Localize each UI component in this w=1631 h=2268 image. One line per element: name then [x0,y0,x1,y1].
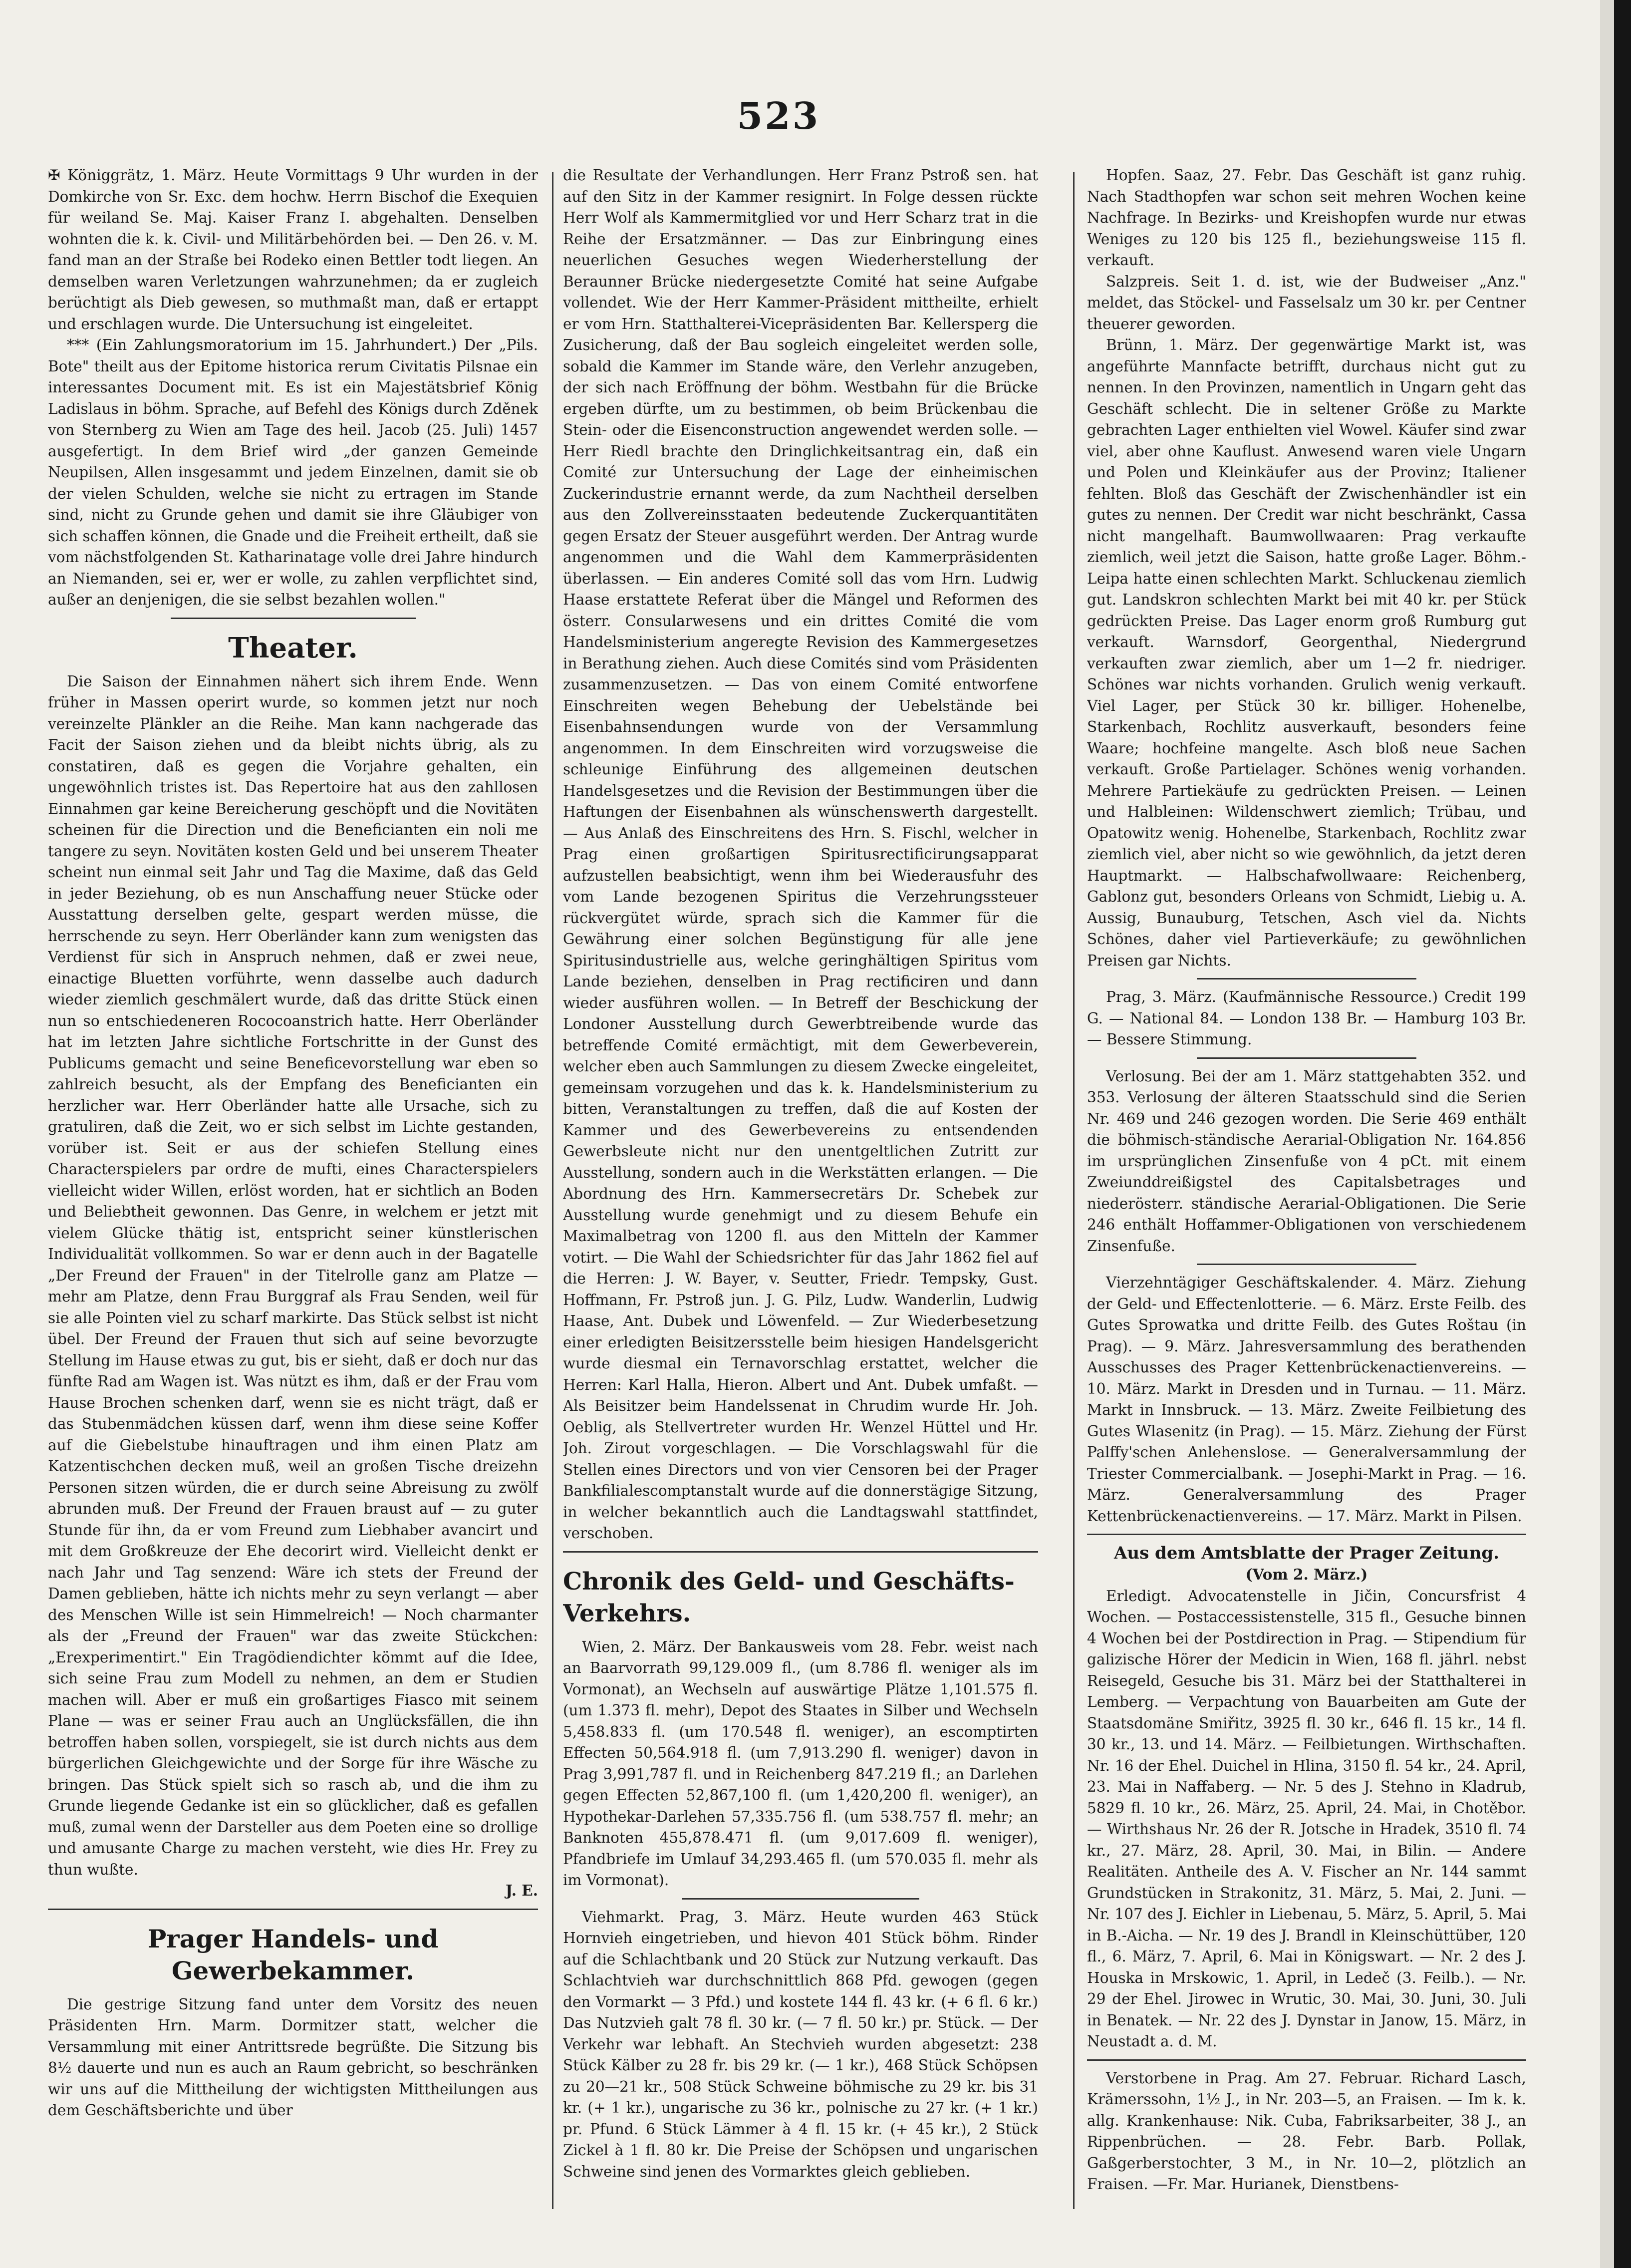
section-heading-chronik: Chronik des Geld- und Geschäfts-Verkehrs. [563,1567,1015,1627]
divider [171,618,416,619]
column-right [1087,165,1526,2208]
article-geschaeftskalender: Vierzehntägiger Geschäftskalender. 4. März. Ziehung der Geld- und Effectenlotterie. — 6. März. Erste Feilb. des Gutes Sprowatka und dritte Feilb. des Gutes Roštau (in Prag). — 9. März. Jahresversammlung des berathenden Ausschusses des Prager Kettenbrückenactienvereins. — 10. März. Markt in Dresden und in Turnau. — 11. März. Markt in Innsbruck. — 13. März. Zweite Feilbietung des Gutes Wlasenitz (in Prag). — 15. März. Ziehung der Fürst Palffy'schen Anlehenslose. — Generalversammlung der Triester Commercialbank. — Josephi-Markt in Prag. — 16. März. Generalversammlung des Prager Kettenbrückenactienvereins. — 17. März. Markt in Pilsen. [1087,1274,1526,1525]
article-bankausweis: Wien, 2. März. Der Bankausweis vom 28. Febr. weist nach an Baarvorrath 99,129.009 fl., (um 8.786 fl. weniger als im Vormonat), an Wechseln auf auswärtige Plätze 1,101.575 fl. (um 1.373 fl. mehr), Depot des Staates in Silber und Wechseln 5,458.833 fl. (um 170.548 fl. weniger), an escomptirten Effecten 50,564.918 fl. (um 7,913.290 fl. weniger) davon in Prag 3,991,787 fl. und in Reichenberg 847.219 fl.; an Darlehen gegen Effecten 52,867,100 fl. (um 1,420,200 fl. weniger), an Hypothekar-Darlehen 57,335.756 fl. (um 538.757 fl. mehr; an Banknoten 455,878.471 fl. (um 9,017.609 fl. weniger), Pfandbriefe im Umlauf 34,293.465 fl. (um 570.035 fl. mehr als im Vormonat). [563,1638,1038,1889]
section-heading-amtsblatt: Aus dem Amtsblatte der Prager Zeitung. [1113,1543,1500,1563]
divider [1197,1264,1416,1265]
divider [1087,2059,1526,2061]
article-hopfen: Hopfen. Saaz, 27. Febr. Das Geschäft ist ganz ruhig. Nach Stadthopfen war schon seit mehren Wochen keine Nachfrage. In Bezirks- und Kreishopfen wurde nur etwas Weniges zu 120 bis 125 fl., beziehungsweise 115 fl. verkauft. [1087,167,1526,269]
page-number: 523 [737,95,820,138]
section-heading-theater: Theater. [228,631,358,664]
article-koeniggraetz: ✠ Königgrätz, 1. März. Heute Vormittags 9 Uhr wurden in der Domkirche von Sr. Exc. dem hochw. Herrn Bischof die Exequien für weiland Se. Maj. Kaiser Franz I. abgehalten. Denselben wohnten die k. k. Civil- und Militärbehörden bei. — Den 26. v. M. fand man an der Straße bei Rodeko einen Bettler todt liegen. An demselben waren Verletzungen wahrzunehmen; da er zugleich berüchtigt als Dieb gewesen, so muthmaßt man, daß er ertappt und erschlagen wurde. Die Untersuchung ist eingeleitet. [48,167,538,332]
column-left [48,165,538,2208]
article-signature: J. E. [506,1882,538,1899]
article-theater: Die Saison der Einnahmen nähert sich ihrem Ende. Wenn früher in Massen operirt wurde, so kommen jetzt nur noch vereinzelte Plänkler an die Reihe. Man kann nachgerade das Facit der Saison ziehen und da bleibt nichts übrig, als zu constatiren, daß es gegen die Vorjahre gehalten, ein ungewöhnlich tristes ist. Das Repertoire hat aus den zahllosen Einnahmen gar keine Bereicherung geschöpft und die Novitäten scheinen für die Direction und die Beneficianten ein noli me tangere zu seyn. Novitäten kosten Geld und bei unserem Theater scheint nun einmal seit Jahr und Tag die Maxime, daß das Geld in jeder Beziehung, ob es nun Anschaffung neuer Stücke oder Ausstattung derselben gelte, gespart werden müsse, die herrschende zu seyn. Herr Oberländer kann zum wenigsten das Verdienst für sich in Anspruch nehmen, daß er zwei neue, einactige Bluetten vorführte, wenn dasselbe auch dadurch wieder ziemlich geschmälert wurde, daß das dritte Stück einen nun so entschiedeneren Rococoanstrich hatte. Herr Oberländer hat im letzten Jahre sichtliche Fortschritte in der Gunst des Publicums gemacht und seine Beneficevorstellung war eben so zahlreich besucht, als der Empfang des Beneficianten ein herzlicher war. Herr Oberländer hatte alle Ursache, sich zu gratuliren, daß die Zeit, wo er sich selbst im Lichte gestanden, vorüber ist. Seit er aus der schiefen Stellung eines Characterspielers par ordre de mufti, eines Characterspielers vielleicht wider Willen, erlöst worden, hat er sichtlich an Boden und Beliebtheit gewonnen. Das Genre, in welchem er jetzt mit vielem Glücke thätig ist, entspricht seiner künstlerischen Individualität vollkommen. So war er denn auch in der Bagatelle „Der Freund der Frauen" in der Titelrolle ganz am Platze — mehr am Platze, denn Frau Burggraf als Frau Senden, weil für sie alle Pointen viel zu scharf markirte. Das Stück selbst ist nicht übel. Der Freund der Frauen thut sich auf seine bevorzugte Stellung im Hause etwas zu gut, bis er sieht, daß er doch nur das fünfte Rad am Wagen ist. Was nützt es ihm, daß er der Frau vom Hause Brochen schenken darf, wenn sie es nicht trägt, daß er das Stubenmädchen küssen darf, wenn ihm diese seine Koffer auf die Giebelstube hinauftragen und ihm einen Platz am Katzentischchen decken muß, weil an großen Tische dreizehn Personen sitzen würden, die er durch seine Abreisung zu zwölf abrunden muß. Der Freund der Frauen braust auf — zu guter Stunde für ihn, da er vom Freund zum Liebhaber avancirt und mit dem Großkreuze der Ehe decorirt wird. Vielleicht denkt er nach Jahr und Tag senzend: Wäre ich stets der Freund der Damen geblieben, hätte ich nichts mehr zu seyn verlangt — aber des Menschen Wille ist sein Himmelreich! — Noch charmanter als der „Freund der Frauen" war das zweite Stückchen: „Erexperimentirt." Ein Tragödiendichter kömmt auf die Idee, sich seine Frau zum Modell zu nehmen, an dem er Studien machen will. Aber er muß ein großartiges Fiasco mit seinem Plane — was er seiner Frau auch an Unglücksfällen, die ihn betroffen haben sollen, vorspiegelt, sie ist durch nichts aus dem bürgerlichen Gleichgewichte und der Sorge für ihre Wäsche zu bringen. Das Stück spielt sich so rasch ab, und die ihm zu Grunde liegende Gedanke ist ein so glücklicher, daß es gefallen muß, zumal wenn der Darsteller aus dem Poeten eine so drollige und amusante Charge zu machen versteht, wie dies Hr. Frey zu thun wußte. [48,672,538,1878]
page-edge-shadow [1600,0,1614,2268]
column-middle [563,165,1038,2208]
divider [1087,1534,1526,1535]
article-salzpreis: Salzpreis. Seit 1. d. ist, wie der Budweiser „Anz." meldet, das Stöckel- und Fasselsalz um 30 kr. per Centner theuerer geworden. [1087,273,1526,332]
divider [1197,978,1416,979]
article-zahlungsmoratorium: *** (Ein Zahlungsmoratorium im 15. Jahrhundert.) Der „Pils. Bote" theilt aus der Epitome historica rerum Civitatis Pilsnae ein interessantes Document mit. Es ist ein Majestätsbrief König Ladislaus in böhm. Sprache, auf Befehl des Königs durch Zděnek von Sternberg zu Wien am Tage des heil. Jacob (25. Juli) 1457 ausgefertigt. In dem Brief wird „der ganzen Gemeinde Neupilsen, Allen insgesammt und jedem Einzelnen, damit sie ob der vielen Schulden, welche sie nicht zu ertragen im Stande sind, nicht zu Grunde gehen und damit sie ihre Gläubiger von sich schaffen können, die Gnade und die Freiheit ertheilt, daß sie vom nächstfolgenden St. Katharinatage volle drei Jahre hindurch an Niemanden, sei er, wer er wolle, zu zahlen verpflichtet sind, außer an denjenigen, die sie selbst bezahlen wollen." [48,336,538,608]
article-verstorbene: Verstorbene in Prag. Am 27. Februar. Richard Lasch, Krämerssohn, 1½ J., in Nr. 203—5, an Fraisen. — Im k. k. allg. Krankenhause: Nik. Cuba, Fabriksarbeiter, 38 J., an Rippenbrüchen. — 28. Febr. Barb. Pollak, Gaßgerberstochter, 3 M., in Nr. 10—2, plötzlich an Fraisen. —Fr. Mar. Hurianek, Dienstbens- [1087,2069,1526,2193]
divider [682,1898,919,1900]
amtsblatt-date: (Vom 2. März.) [1245,1566,1368,1583]
section-heading-handelskammer: Prager Handels- und Gewerbekammer. [147,1924,439,1985]
article-viehmarkt: Viehmarkt. Prag, 3. März. Heute wurden 463 Stück Hornvieh eingetrieben, und hievon 401 Stück böhm. Rinder auf die Schlachtbank und 20 Stück zur Nutzung verkauft. Das Schlachtvieh war durchschnittlich 868 Pfd. gewogen (gegen den Vormarkt — 3 Pfd.) und kostete 144 fl. 43 kr. (+ 6 fl. 6 kr.) Das Nutzvieh galt 78 fl. 30 kr. (— 7 fl. 50 kr.) pr. Stück. — Der Verkehr war lebhaft. An Stechvieh wurden abgesetzt: 238 Stück Kälber zu 28 fr. bis 29 kr. (— 1 kr.), 468 Stück Schöpsen zu 20—21 kr., 508 Stück Schweine böhmische zu 29 kr. bis 31 kr. (+ 1 kr.), ungarische zu 36 kr., polnische zu 27 kr. (+ 1 kr.) pr. Pfund. 6 Stück Lämmer à 4 fl. 15 kr. (+ 45 kr.), 2 Stück Zickel à 1 fl. 80 kr. Die Preise der Schöpsen und ungarischen Schweine sind jenen des Vormarktes gleich geblieben. [563,1908,1038,2180]
divider [48,1909,538,1910]
article-handelskammer-continued: die Resultate der Verhandlungen. Herr Franz Pstroß sen. hat auf den Sitz in der Kammer resignirt. In Folge dessen rückte Herr Wolf als Kammermitglied vor und Herr Scharz trat in die Reihe der Ersatzmänner. — Das zur Einbringung eines neuerlichen Gesuches wegen Wiederherstellung der Beraunner Brücke niedergesetzte Comité hat seine Aufgabe vollendet. Wie der Herr Kammer-Präsident mittheilte, erhielt er vom Hrn. Statthalterei-Vicepräsidenten Bar. Kellersperg die Zusicherung, daß der Bau sogleich eingeleitet werden solle, sobald die Kammer im Stande wäre, den Verlehr anzugeben, der sich nach Eröffnung der böhm. Westbahn für die Brücke ergeben dürfte, um zu bestimmen, ob beim Brückenbau die Stein- oder die Eisenconstruction angewendet werden solle. — Herr Riedl brachte den Dringlichkeitsantrag ein, daß ein Comité zur Untersuchung der Lage der einheimischen Zuckerindustrie ernannt werde, da zum Nachtheil derselben aus den Zollvereinsstaaten bedeutende Zuckerquantitäten gegen Ersatz der Steuer ausgeführt werden. Der Antrag wurde angenommen und die Wahl dem Kammerpräsidenten überlassen. — Ein anderes Comité soll das vom Hrn. Ludwig Haase erstattete Referat über die Mängel und Reformen des österr. Consularwesens und ein drittes Comité die vom Handelsministerium angeregte Revision des Kammergesetzes in Berathung ziehen. Auch diese Comités sind vom Präsidenten zusammenzusetzen. — Das von einem Comité entworfene Einschreiten wegen Behebung der Uebelstände bei Eisenbahnsendungen wurde von der Versammlung angenommen. In dem Einschreiten wird vorzugsweise die schleunige Einführung des allgemeinen deutschen Handelsgesetzes und die Revision der Bestimmungen über die Haftungen der Eisenbahnen als wünschenswerth dargestellt. — Aus Anlaß des Einschreitens des Hrn. S. Fischl, welcher in Prag einen großartigen Spiritusrectificirungsapparat aufzustellen beabsichtigt, wenn ihm bei Wiederausfuhr des vom Lande bezogenen Spiritus die Verzehrungssteuer rückvergütet würde, sprach sich die Kammer für die Gewährung einer solchen Begünstigung für alle jene Spiritusindustrielle aus, welche geringhältigen Spiritus vom Lande beziehen, denselben in Prag rectificiren und dann wieder ausführen wollen. — In Betreff der Beschickung der Londoner Ausstellung durch Gewerbtreibende wurde das betreffende Comité ermächtigt, mit dem Gewerbeverein, welcher eben auch Sammlungen zu diesem Zwecke eingeleitet, gemeinsam vorzugehen und das k. k. Handelsministerium zu bitten, Veranstaltungen zu treffen, daß die auf Kosten der Kammer und des Gewerbevereins zu entsendenden Gewerbsleute nicht nur den unentgeltlichen Zutritt zur Ausstellung, sondern auch in die Werkstätten erlangen. — Die Abordnung des Hrn. Kammersecretärs Dr. Schebek zur Ausstellung wurde genehmigt und zu diesem Behufe ein Maximalbetrag von 1200 fl. aus den Mitteln der Kammer votirt. — Die Wahl der Schiedsrichter für das Jahr 1862 fiel auf die Herren: J. W. Bayer, v. Seutter, Friedr. Tempsky, Gust. Hoffmann, Fr. Pstroß jun. J. G. Pilz, Ludw. Wanderlin, Ludwig Haase, Ant. Dubek und Löwenfeld. — Zur Wiederbesetzung einer erledigten Beisitzersstelle beim hiesigen Handelsgericht wurde diesmal ein Ternavorschlag erstattet, welcher die Herren: Karl Halla, Hieron. Albert und Ant. Dubek umfaßt. — Als Beisitzer beim Handelssenat in Chrudim wurde Hr. Joh. Oeblig, als Stellvertreter wurden Hr. Wenzel Hüttel und Hr. Joh. Zirout vorgeschlagen. — Die Vorschlagswahl für die Stellen eines Directors und von vier Censoren bei der Prager Bankfilialescomptanstalt wurde auf die donnerstägige Sitzung, in welcher bekanntlich auch die Landtagswahl stattfindet, verschoben. [563,167,1038,1542]
article-prag-kurse: Prag, 3. März. (Kaufmännische Ressource.) Credit 199 G. — National 84. — London 138 Br. — Hamburg 103 Br. — Bessere Stimmung. [1087,988,1526,1048]
article-handelskammer: Die gestrige Sitzung fand unter dem Vorsitz des neuen Präsidenten Hrn. Marm. Dormitzer statt, welcher die Versammlung mit einer Antrittsrede begrüßte. Die Sitzung bis 8½ dauerte und nun es auch an Raum gebricht, so beschränken wir uns auf die Mittheilung der wichtigsten Mittheilungen aus dem Geschäftsberichte und über [48,1995,538,2119]
article-amtsblatt: Erledigt. Advocatenstelle in Jičin, Concursfrist 4 Wochen. — Postaccessistenstelle, 315 fl., Gesuche binnen 4 Wochen bei der Postdirection in Prag. — Stipendium für galizische Hörer der Medicin in Wien, 168 fl. jährl. nebst Reisegeld, Gesuche bis 31. März bei der Statthalterei in Lemberg. — Verpachtung von Bauarbeiten am Gute der Staatsdomäne Smiřitz, 3925 fl. 30 kr., 646 fl. 15 kr., 14 fl. 30 kr., 13. und 14. März. — Feilbietungen. Wirthschaften. Nr. 16 der Ehel. Duichel in Hlina, 3150 fl. 54 kr., 24. April, 23. Mai in Naffaberg. — Nr. 5 des J. Stehno in Kladrub, 5829 fl. 10 kr., 26. März, 25. April, 24. Mai, in Chotěbor. — Wirthshaus Nr. 26 der R. Jotsche in Hradek, 3510 fl. 74 kr., 27. März, 28. April, 30. Mai, in Bilin. — Andere Realitäten. Antheile des A. V. Fischer an Nr. 144 sammt Grundstücken in Strakonitz, 31. März, 5. Mai, 2. Juni. — Nr. 107 des J. Eichler in Liebenau, 5. März, 5. April, 5. Mai in B.-Aicha. — Nr. 19 des J. Brandl in Kleinschüttüber, 120 fl., 6. März, 7. April, 6. Mai in Königswart. — Nr. 2 des J. Houska in Mrskowic, 1. April, in Ledeč (3. Feilb.). — Nr. 29 der Ehel. Jirowec in Wrutic, 30. Mai, 30. Juni, 30. Juli in Benatek. — Nr. 22 des J. Dynstar in Janow, 15. März, in Neustadt a. d. M. [1087,1587,1526,2050]
column-rule-right [1073,172,1075,2209]
article-verlosung: Verlosung. Bei der am 1. März stattgehabten 352. und 353. Verlosung der älteren Staatsschuld sind die Serien Nr. 469 und 246 gezogen worden. Die Serie 469 enthält die böhmisch-ständische Aerarial-Obligation Nr. 164.856 im ursprünglichen Zinsenfuße von 4 pCt. mit einem Zweiunddreißigstel des Capitalsbetrages und niederösterr. ständische Aerarial-Obligationen. Die Serie 246 enthält Hoffammer-Obligationen von verschiedenem Zinsenfuße. [1087,1067,1526,1255]
scan-border [1614,0,1631,2268]
divider [563,1551,1038,1553]
divider [1197,1057,1416,1059]
article-bruenn-markt: Brünn, 1. März. Der gegenwärtige Markt ist, was angeführte Mannfacte betrifft, durchaus nicht gut zu nennen. In den Provinzen, namentlich in Ungarn geht das Geschäft schlecht. Die in seltener Größe zu Markte gebrachten Lager enthielten viel Wowel. Käufer sind zwar viel, aber ohne Kauflust. Anwesend waren viele Ungarn und Polen und Kleinkäufer aus der Provinz; Italiener fehlten. Bloß das Geschäft der Zwischenhändler ist ein gutes zu nennen. Der Credit war nicht beschränkt, Cassa nicht mangelhaft. Baumwollwaaren: Prag verkaufte ziemlich, weil jetzt die Saison, hatte große Lager. Böhm.-Leipa hatte einen schlechten Markt. Schluckenau ziemlich gut. Landskron schlechten Markt bei mit 40 kr. per Stück gedrückten Preise. Das Lager enorm groß Rumburg gut verkauft. Warnsdorf, Georgenthal, Niedergrund verkauften zwar ziemlich, aber um 1—2 fr. niedriger. Schönes war nichts vorhanden. Grulich wenig verkauft. Viel Lager, per Stück 30 kr. billiger. Hohenelbe, Starkenbach, Rochlitz ausverkauft, besonders feine Waare; hochfeine mangelte. Asch bloß neue Sachen verkauft. Große Partielager. Schönes wenig vorhanden. Mehrere Partiekäufe zu gedrückten Preisen. — Leinen und Halbleinen: Wildenschwert ziemlich; Trübau, und Opatowitz wenig. Hohenelbe, Starkenbach, Rochlitz zwar ziemlich viel, aber nicht so wie gewöhnlich, da jetzt deren Hauptmarkt. — Halbschafwollwaare: Reichenberg, Gablonz gut, besonders Orleans von Schmidt, Liebig u. A. Aussig, Bunauburg, Tetschen, Asch viel da. Nichts Schönes, daher viel Partieverkäufe; zu gewöhnlichen Preisen gar Nichts. [1087,336,1526,969]
column-rule-left [552,172,553,2209]
